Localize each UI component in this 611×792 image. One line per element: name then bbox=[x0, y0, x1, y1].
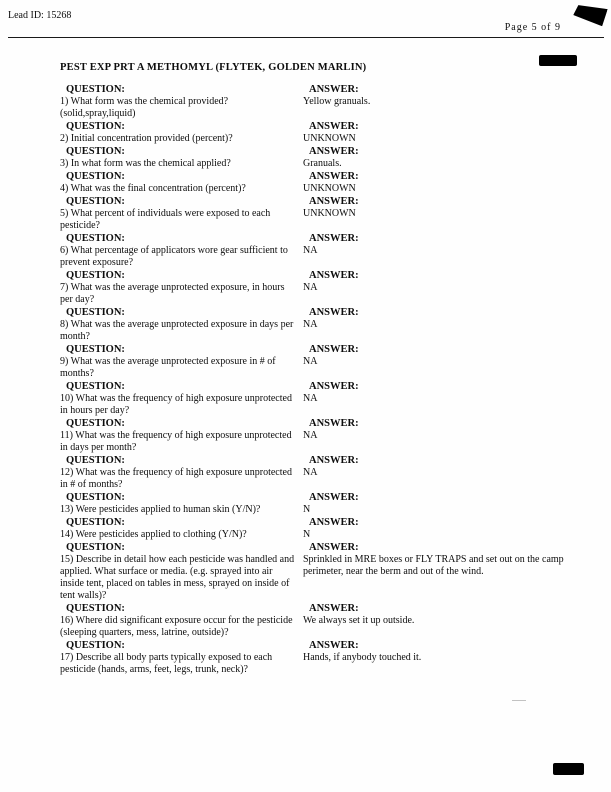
question-text: 6) What percentage of applicators wore gear sufficient to prevent exposure? bbox=[60, 245, 288, 268]
answer-text: NA bbox=[303, 319, 318, 330]
answer-text: N bbox=[303, 504, 311, 515]
answer-column bbox=[303, 492, 575, 516]
question-label: QUESTION: bbox=[66, 455, 125, 466]
answer-label: ANSWER: bbox=[309, 418, 359, 429]
question-text: 12) What was the frequency of high exposure unprotected in # of months? bbox=[60, 467, 292, 490]
question-column bbox=[60, 146, 303, 170]
answer-column bbox=[303, 171, 575, 195]
lead-id-text: Lead ID: 15268 bbox=[8, 10, 72, 21]
answer-label: ANSWER: bbox=[309, 121, 359, 132]
answer-text: NA bbox=[303, 245, 318, 256]
answer-label: ANSWER: bbox=[309, 344, 359, 355]
answer-column bbox=[303, 196, 575, 232]
question-label: QUESTION: bbox=[66, 146, 125, 157]
answer-text: NA bbox=[303, 467, 318, 478]
answer-column bbox=[303, 233, 575, 269]
question-column bbox=[60, 270, 303, 306]
qa-block bbox=[60, 270, 575, 306]
question-text: 17) Describe all body parts typically exposed to each pesticide (hands, arms, feet, legs, trunk, neck)? bbox=[60, 652, 273, 675]
qa-block bbox=[60, 603, 575, 639]
answer-text: Hands, if anybody touched it. bbox=[303, 652, 422, 663]
question-column bbox=[60, 307, 303, 343]
answer-column bbox=[303, 455, 575, 491]
question-label: QUESTION: bbox=[66, 344, 125, 355]
question-label: QUESTION: bbox=[66, 121, 125, 132]
qa-block bbox=[60, 517, 575, 541]
answer-label: ANSWER: bbox=[309, 84, 359, 95]
answer-text: We always set it up outside. bbox=[303, 615, 415, 626]
answer-label: ANSWER: bbox=[309, 517, 359, 528]
answer-label: ANSWER: bbox=[309, 233, 359, 244]
question-column bbox=[60, 492, 303, 516]
question-column bbox=[60, 418, 303, 454]
question-text: 2) Initial concentration provided (percent)? bbox=[60, 133, 233, 144]
question-column bbox=[60, 455, 303, 491]
qa-block bbox=[60, 121, 575, 145]
answer-text: Granuals. bbox=[303, 158, 342, 169]
question-column bbox=[60, 542, 303, 602]
answer-column bbox=[303, 381, 575, 417]
question-column bbox=[60, 84, 303, 120]
page-number-text: Page 5 of 9 bbox=[504, 22, 561, 33]
question-column bbox=[60, 171, 303, 195]
question-column bbox=[60, 381, 303, 417]
answer-text: N bbox=[303, 529, 311, 540]
scan-artifact-dash bbox=[512, 700, 526, 701]
answer-text: UNKNOWN bbox=[303, 133, 356, 144]
question-label: QUESTION: bbox=[66, 307, 125, 318]
question-column bbox=[60, 640, 303, 676]
answer-label: ANSWER: bbox=[309, 270, 359, 281]
answer-column bbox=[303, 307, 575, 343]
answer-label: ANSWER: bbox=[309, 307, 359, 318]
question-label: QUESTION: bbox=[66, 492, 125, 503]
question-column bbox=[60, 344, 303, 380]
qa-block bbox=[60, 640, 575, 676]
question-text: 14) Were pesticides applied to clothing (Y/N)? bbox=[60, 529, 247, 540]
answer-label: ANSWER: bbox=[309, 542, 359, 553]
question-text: 4) What was the final concentration (percent)? bbox=[60, 183, 246, 194]
qa-block bbox=[60, 542, 575, 602]
answer-text: UNKNOWN bbox=[303, 183, 356, 194]
question-text: 11) What was the frequency of high exposure unprotected in days per month? bbox=[60, 430, 292, 453]
question-text: 16) Where did significant exposure occur for the pesticide (sleeping quarters, mess, latrine, outside)? bbox=[60, 615, 293, 638]
answer-label: ANSWER: bbox=[309, 603, 359, 614]
question-label: QUESTION: bbox=[66, 542, 125, 553]
answer-column bbox=[303, 121, 575, 145]
answer-text: NA bbox=[303, 282, 318, 293]
qa-block bbox=[60, 455, 575, 491]
answer-column bbox=[303, 640, 575, 676]
question-text: 13) Were pesticides applied to human skin (Y/N)? bbox=[60, 504, 261, 515]
answer-column bbox=[303, 542, 575, 602]
answer-text: Sprinkled in MRE boxes or FLY TRAPS and set out on the camp perimeter, near the berm and out of the wind. bbox=[303, 554, 564, 577]
document-title: PEST EXP PRT A METHOMYL (FLYTEK, GOLDEN MARLIN) bbox=[60, 62, 367, 73]
qa-block bbox=[60, 233, 575, 269]
answer-column bbox=[303, 344, 575, 380]
answer-column bbox=[303, 603, 575, 639]
question-label: QUESTION: bbox=[66, 517, 125, 528]
qa-block bbox=[60, 84, 575, 120]
qa-block bbox=[60, 171, 575, 195]
question-text: 5) What percent of individuals were exposed to each pesticide? bbox=[60, 208, 271, 231]
question-text: 1) What form was the chemical provided?(solid,spray,liquid) bbox=[60, 96, 229, 119]
qa-block bbox=[60, 492, 575, 516]
question-column bbox=[60, 196, 303, 232]
question-column bbox=[60, 603, 303, 639]
question-text: 7) What was the average unprotected exposure, in hours per day? bbox=[60, 282, 285, 305]
question-label: QUESTION: bbox=[66, 640, 125, 651]
answer-column bbox=[303, 146, 575, 170]
question-label: QUESTION: bbox=[66, 233, 125, 244]
question-column bbox=[60, 233, 303, 269]
qa-block bbox=[60, 146, 575, 170]
question-label: QUESTION: bbox=[66, 418, 125, 429]
page-header bbox=[8, 8, 603, 36]
answer-label: ANSWER: bbox=[309, 171, 359, 182]
answer-text: NA bbox=[303, 356, 318, 367]
qa-block bbox=[60, 418, 575, 454]
question-label: QUESTION: bbox=[66, 381, 125, 392]
answer-label: ANSWER: bbox=[309, 381, 359, 392]
question-label: QUESTION: bbox=[66, 196, 125, 207]
question-text: 8) What was the average unprotected exposure in days per month? bbox=[60, 319, 294, 342]
header-rule bbox=[8, 37, 604, 38]
answer-label: ANSWER: bbox=[309, 196, 359, 207]
question-label: QUESTION: bbox=[66, 84, 125, 95]
answer-label: ANSWER: bbox=[309, 455, 359, 466]
answer-text: UNKNOWN bbox=[303, 208, 356, 219]
qa-block bbox=[60, 381, 575, 417]
answer-text: NA bbox=[303, 430, 318, 441]
question-label: QUESTION: bbox=[66, 171, 125, 182]
answer-column bbox=[303, 270, 575, 306]
question-label: QUESTION: bbox=[66, 603, 125, 614]
qa-block bbox=[60, 196, 575, 232]
question-text: 10) What was the frequency of high exposure unprotected in hours per day? bbox=[60, 393, 292, 416]
question-column bbox=[60, 517, 303, 541]
answer-column bbox=[303, 84, 575, 120]
question-column bbox=[60, 121, 303, 145]
question-text: 3) In what form was the chemical applied? bbox=[60, 158, 231, 169]
qa-block bbox=[60, 307, 575, 343]
qa-list bbox=[60, 84, 575, 676]
answer-label: ANSWER: bbox=[309, 492, 359, 503]
document-content bbox=[60, 62, 575, 677]
answer-label: ANSWER: bbox=[309, 146, 359, 157]
answer-text: NA bbox=[303, 393, 318, 404]
answer-text: Yellow granuals. bbox=[303, 96, 371, 107]
answer-label: ANSWER: bbox=[309, 640, 359, 651]
question-text: 15) Describe in detail how each pesticide was handled and applied. What surface or media. (e.g. sprayed into air inside tent, placed on tables in mess, sprayed on inside of tent walls)? bbox=[60, 554, 295, 601]
qa-block bbox=[60, 344, 575, 380]
question-label: QUESTION: bbox=[66, 270, 125, 281]
question-text: 9) What was the average unprotected exposure in # of months? bbox=[60, 356, 276, 379]
scan-artifact-bottom-right bbox=[553, 763, 584, 775]
answer-column bbox=[303, 418, 575, 454]
answer-column bbox=[303, 517, 575, 541]
